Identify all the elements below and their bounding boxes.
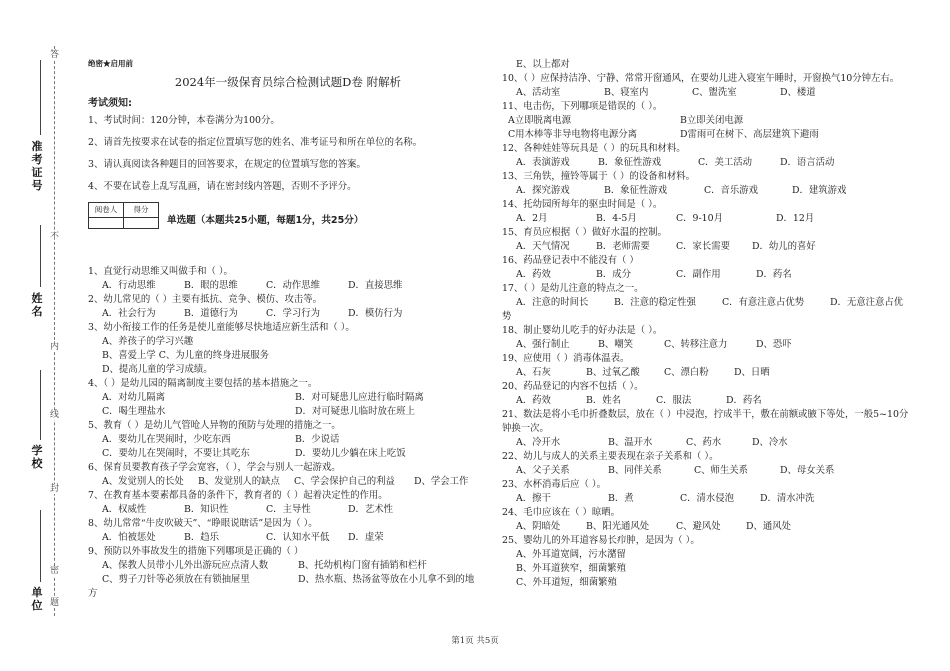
option[interactable]: D．虚荣 bbox=[348, 532, 384, 543]
option[interactable]: A．行动思维 bbox=[102, 280, 156, 291]
option[interactable]: D．幼儿的喜好 bbox=[752, 241, 816, 252]
school-text: 学校 bbox=[31, 444, 43, 470]
q4-options bbox=[88, 391, 488, 405]
option[interactable]: B．眼的思维 bbox=[184, 280, 238, 291]
q6-options bbox=[88, 475, 488, 489]
score-box bbox=[88, 203, 488, 229]
option[interactable]: C．要幼儿在哭闹时，不要让其吃东 bbox=[102, 448, 250, 459]
option[interactable]: A、外耳道宽阔，污水潴留 bbox=[516, 549, 626, 560]
score-cell[interactable] bbox=[124, 218, 159, 229]
option[interactable]: A、活动室 bbox=[516, 87, 561, 98]
option[interactable]: A．注意的时间长 bbox=[516, 297, 589, 308]
option[interactable]: C、漂白粉 bbox=[664, 367, 709, 378]
option[interactable]: A．对幼儿隔离 bbox=[102, 392, 166, 403]
option[interactable]: D雷雨可在树下、高层建筑下避雨 bbox=[680, 129, 819, 140]
secret-mark: 绝密★启用前 bbox=[88, 59, 133, 68]
q9-option-wrap: 方 bbox=[88, 588, 98, 599]
option[interactable]: A．擦干 bbox=[516, 493, 551, 504]
option[interactable]: B．少说话 bbox=[295, 434, 340, 445]
q23-options bbox=[502, 492, 912, 506]
question-6: 6、保育员要教育孩子学会宽容，（ ），学会与别人一起游戏。 bbox=[88, 462, 341, 473]
option[interactable]: B、喜爱上学 C、为儿童的终身进展服务 bbox=[102, 350, 270, 361]
option[interactable]: C、避风处 bbox=[676, 521, 721, 532]
option[interactable]: C、盥洗室 bbox=[692, 87, 737, 98]
option[interactable]: B、温开水 bbox=[608, 437, 653, 448]
q12-options bbox=[502, 156, 912, 170]
question-3: 3、幼小衔接工作的任务是使儿童能够尽快地适应新生活和（ ）。 bbox=[88, 322, 355, 333]
option[interactable]: B、托幼机构门窗有插销和栏杆 bbox=[298, 560, 427, 571]
option[interactable]: B．注意的稳定性强 bbox=[614, 297, 696, 308]
left-column bbox=[88, 58, 488, 601]
option[interactable]: B、嘲笑 bbox=[598, 339, 634, 350]
option[interactable]: A．2月 bbox=[516, 213, 548, 224]
question-12: 12、各种娃娃等玩具是（ ）的玩具和材料。 bbox=[502, 143, 686, 154]
right-column bbox=[502, 58, 912, 590]
seal-mark: 题 bbox=[49, 598, 59, 608]
question-14: 14、托幼园所每年的驱虫时间是（ ）。 bbox=[502, 199, 663, 210]
q5-options bbox=[88, 447, 488, 461]
option[interactable]: B．象征性游戏 bbox=[598, 157, 662, 168]
q1-options bbox=[88, 279, 488, 293]
option[interactable]: D、通风处 bbox=[746, 521, 792, 532]
option[interactable]: D．建筑游戏 bbox=[792, 185, 847, 196]
question-21: 21、数法是将小毛巾折叠数层，放在（ ）中浸泡，拧成半干，敷在前额或腋下等处，一般5~10分钟换一次。 bbox=[502, 409, 909, 434]
option[interactable]: B．煮 bbox=[608, 493, 634, 504]
q11-options bbox=[502, 128, 912, 142]
option[interactable]: C．认知水平低 bbox=[266, 532, 330, 543]
exam-number-label bbox=[31, 140, 45, 192]
option[interactable]: B．道德行为 bbox=[184, 308, 238, 319]
option[interactable]: B、外耳道狭窄，细菌繁殖 bbox=[516, 563, 627, 574]
option[interactable]: A．天气情况 bbox=[516, 241, 570, 252]
seal-mark: 密 bbox=[49, 566, 59, 576]
q14-options bbox=[502, 212, 912, 226]
name-label bbox=[31, 292, 45, 318]
option[interactable]: A．表演游戏 bbox=[516, 157, 570, 168]
unit-field[interactable] bbox=[40, 510, 41, 582]
school-field[interactable] bbox=[40, 370, 41, 440]
option[interactable]: D、冷水 bbox=[752, 437, 788, 448]
option[interactable]: C．服法 bbox=[656, 395, 692, 406]
option[interactable]: C、师生关系 bbox=[694, 465, 749, 476]
question-5: 5、教育（ ）是幼儿气管呛人异物的预防与处理的措施之一。 bbox=[88, 420, 341, 431]
option[interactable]: B、同伴关系 bbox=[608, 465, 662, 476]
name-field[interactable] bbox=[40, 225, 41, 287]
q10-options bbox=[502, 86, 912, 100]
option[interactable]: C．主导性 bbox=[266, 504, 311, 515]
q20-options bbox=[502, 394, 912, 408]
option[interactable]: C用木棒等非导电物将电源分离 bbox=[508, 129, 638, 140]
unit-label bbox=[31, 586, 45, 612]
option[interactable]: B．姓名 bbox=[586, 395, 622, 406]
option[interactable]: D．直接思维 bbox=[348, 280, 403, 291]
option[interactable]: D、提高儿童的学习成绩。 bbox=[102, 364, 213, 375]
option[interactable]: D．无意注意占优 bbox=[830, 297, 904, 308]
seal-mark: 封 bbox=[49, 484, 59, 494]
question-19: 19、应使用（ ）消毒体温表。 bbox=[502, 353, 630, 364]
option[interactable]: A、发觉别人的长处 bbox=[102, 476, 184, 487]
option[interactable]: A、冷开水 bbox=[516, 437, 561, 448]
option[interactable]: A．怕被惩处 bbox=[102, 532, 156, 543]
option[interactable]: D．对可疑患儿临时放在班上 bbox=[295, 406, 416, 417]
notice-item: 3、请认真阅读各种题目的回答要求，在规定的位置填写您的答案。 bbox=[88, 159, 366, 170]
option[interactable]: C．美工活动 bbox=[698, 157, 753, 168]
question-23: 23、水杯消毒后应（ ）。 bbox=[502, 479, 606, 490]
option[interactable]: D、热水瓶、热汤盆等放在小儿拿不到的地 bbox=[298, 574, 475, 585]
notice-item: 2、请首先按要求在试卷的指定位置填写您的姓名、准考证号和所在单位的名称。 bbox=[88, 137, 423, 148]
option[interactable]: C、剪子刀针等必须放在有锁抽屉里 bbox=[102, 574, 250, 585]
option[interactable]: B、阳光通风处 bbox=[586, 521, 650, 532]
option[interactable]: B立即关闭电源 bbox=[680, 115, 744, 126]
question-4: 4、（ ）是幼儿园的隔离制度主要包括的基本措施之一。 bbox=[88, 378, 318, 389]
question-2: 2、幼儿常见的（ ）主要有抵抗、竞争、模仿、攻击等。 bbox=[88, 294, 322, 305]
option[interactable]: C．9-10月 bbox=[676, 213, 723, 224]
page-title: 2024年一级保育员综合检测试题D卷 附解析 bbox=[174, 75, 402, 89]
q13-options bbox=[502, 184, 912, 198]
option[interactable]: C．副作用 bbox=[676, 269, 721, 280]
option[interactable]: C、药水 bbox=[686, 437, 722, 448]
seal-line bbox=[54, 46, 55, 616]
question-1: 1、直觉行动思维又叫做手和（ ）。 bbox=[88, 266, 233, 277]
question-9: 9、预防以外事故发生的措施下列哪项是正确的（ ） bbox=[88, 546, 304, 557]
option[interactable]: E、以上都对 bbox=[516, 59, 570, 70]
q4-options bbox=[88, 405, 488, 419]
option[interactable]: A、养孩子的学习兴趣 bbox=[102, 336, 194, 347]
q19-options bbox=[502, 366, 912, 380]
option[interactable]: D．清水冲洗 bbox=[760, 493, 815, 504]
q17-option-wrap: 势 bbox=[502, 311, 512, 322]
option[interactable]: D．艺术性 bbox=[348, 504, 394, 515]
option[interactable]: D．药名 bbox=[756, 269, 792, 280]
option[interactable]: B．象征性游戏 bbox=[604, 185, 668, 196]
option[interactable]: A立即脱离电源 bbox=[508, 115, 572, 126]
option[interactable]: B、寝室内 bbox=[604, 87, 649, 98]
option[interactable]: C．家长需要 bbox=[676, 241, 731, 252]
option[interactable]: A．药效 bbox=[516, 395, 551, 406]
page-footer: 第1页 共5页 bbox=[451, 636, 499, 646]
question-13: 13、三角铁，撞铃等属于（ ）的设备和材料。 bbox=[502, 171, 696, 182]
question-11: 11、电击伤，下列哪项是错误的（ ）。 bbox=[502, 101, 663, 112]
q11-options bbox=[502, 114, 912, 128]
option[interactable]: A．要幼儿在哭闹时，少吃东西 bbox=[102, 434, 231, 445]
question-8: 8、幼儿常常“牛皮吹破天”、“睁眼说瞎话”是因为（ ）。 bbox=[88, 518, 318, 529]
option[interactable]: B、过氧乙酸 bbox=[586, 367, 640, 378]
option[interactable]: C、外耳道短，细菌繁殖 bbox=[516, 577, 617, 588]
notice-heading: 考试须知: bbox=[88, 98, 132, 109]
option[interactable]: A．探究游戏 bbox=[516, 185, 570, 196]
option[interactable]: C．动作思维 bbox=[266, 280, 321, 291]
option[interactable]: C．有意注意占优势 bbox=[722, 297, 805, 308]
option[interactable]: D、日晒 bbox=[734, 367, 770, 378]
question-10: 10、（ ）应保持洁净、宁静、常常开窗通风，在要幼儿进入寝室午睡时，开窗换气10分钟左右。 bbox=[502, 73, 900, 84]
option[interactable]: C、学会保护自己的利益 bbox=[294, 476, 395, 487]
q2-options bbox=[88, 307, 488, 321]
q22-options bbox=[502, 464, 912, 478]
option[interactable]: D、学会工作 bbox=[414, 476, 469, 487]
seal-mark: 线 bbox=[49, 410, 59, 420]
question-25: 25、婴幼儿的外耳道容易长疖肿，是因为（ ）。 bbox=[502, 535, 700, 546]
question-20: 20、药品登记的内容不包括（ ）。 bbox=[502, 381, 644, 392]
reviewer-cell[interactable] bbox=[89, 218, 124, 229]
option[interactable]: A、父子关系 bbox=[516, 465, 570, 476]
q5-options bbox=[88, 433, 488, 447]
score-table bbox=[88, 202, 159, 229]
option[interactable]: D．语言活动 bbox=[780, 157, 835, 168]
option[interactable]: B．对可疑患儿应进行临时隔离 bbox=[295, 392, 424, 403]
option[interactable]: B．老师需要 bbox=[596, 241, 650, 252]
question-17: 17、（ ）是幼儿注意的特点之一。 bbox=[502, 283, 644, 294]
question-22: 22、幼儿与成人的关系主要表现在亲子关系和（ ）。 bbox=[502, 451, 719, 462]
reviewer-header: 阅卷人 bbox=[89, 203, 124, 218]
option[interactable]: D．模仿行为 bbox=[348, 308, 403, 319]
option[interactable]: D．药名 bbox=[726, 395, 762, 406]
q7-options bbox=[88, 503, 488, 517]
option[interactable]: A．药效 bbox=[516, 269, 551, 280]
option[interactable]: B．趋乐 bbox=[184, 532, 220, 543]
option[interactable]: B、发觉别人的缺点 bbox=[198, 476, 280, 487]
option[interactable]: C、转移注意力 bbox=[664, 339, 728, 350]
question-18: 18、制止婴幼儿吃手的好办法是（ ）。 bbox=[502, 325, 663, 336]
option[interactable]: C．喝生理盐水 bbox=[102, 406, 166, 417]
option[interactable]: D．要幼儿少躺在床上吃饭 bbox=[295, 448, 406, 459]
q16-options bbox=[502, 268, 912, 282]
score-header: 得分 bbox=[124, 203, 159, 218]
question-24: 24、毛巾应该在（ ）晾晒。 bbox=[502, 507, 621, 518]
option[interactable]: B．知识性 bbox=[184, 504, 229, 515]
q8-options bbox=[88, 531, 488, 545]
option[interactable]: A、石灰 bbox=[516, 367, 551, 378]
question-7: 7、在教育基本要素都具备的条件下，教育者的（ ）起着决定性的作用。 bbox=[88, 490, 388, 501]
option[interactable]: D、楼道 bbox=[780, 87, 816, 98]
q17-options bbox=[502, 296, 912, 310]
name-text: 姓名 bbox=[31, 292, 43, 318]
section-heading: 单选题（本题共25小题，每题1分，共25分） bbox=[167, 215, 364, 226]
question-15: 15、育员应根据（ ）做好水温的控制。 bbox=[502, 227, 667, 238]
option[interactable]: D、母女关系 bbox=[780, 465, 835, 476]
q9-options bbox=[88, 573, 488, 587]
q9-options bbox=[88, 559, 488, 573]
q24-options bbox=[502, 520, 912, 534]
seal-mark: 不 bbox=[49, 232, 59, 242]
q18-options bbox=[502, 338, 912, 352]
school-label bbox=[31, 444, 45, 470]
option[interactable]: D、恐吓 bbox=[756, 339, 792, 350]
question-16: 16、药品登记表中不能没有（ ） bbox=[502, 255, 639, 266]
option[interactable]: A．社会行为 bbox=[102, 308, 156, 319]
exam-number-text: 准考证号 bbox=[31, 140, 43, 192]
notice-item: 1、考试时间：120分钟，本卷满分为100分。 bbox=[88, 115, 280, 126]
seal-mark: 内 bbox=[49, 342, 59, 352]
option[interactable]: A、阴暗处 bbox=[516, 521, 561, 532]
q15-options bbox=[502, 240, 912, 254]
option[interactable]: B．成分 bbox=[596, 269, 632, 280]
option[interactable]: C．学习行为 bbox=[266, 308, 321, 319]
notice-item: 4、不要在试卷上乱写乱画，请在密封线内答题，否则不予评分。 bbox=[88, 181, 357, 192]
option[interactable]: A、强行制止 bbox=[516, 339, 570, 350]
option[interactable]: A．权威性 bbox=[102, 504, 147, 515]
q21-options bbox=[502, 436, 912, 450]
unit-text: 单位 bbox=[31, 586, 43, 612]
seal-mark: 答 bbox=[49, 50, 59, 60]
option[interactable]: C．清水侵泡 bbox=[680, 493, 735, 504]
exam-number-field[interactable] bbox=[40, 60, 41, 135]
option[interactable]: B．4-5月 bbox=[596, 213, 637, 224]
option[interactable]: A、保教人员带小儿外出游玩应点清人数 bbox=[102, 560, 269, 571]
option[interactable]: C．音乐游戏 bbox=[704, 185, 759, 196]
option[interactable]: D．12月 bbox=[776, 213, 815, 224]
